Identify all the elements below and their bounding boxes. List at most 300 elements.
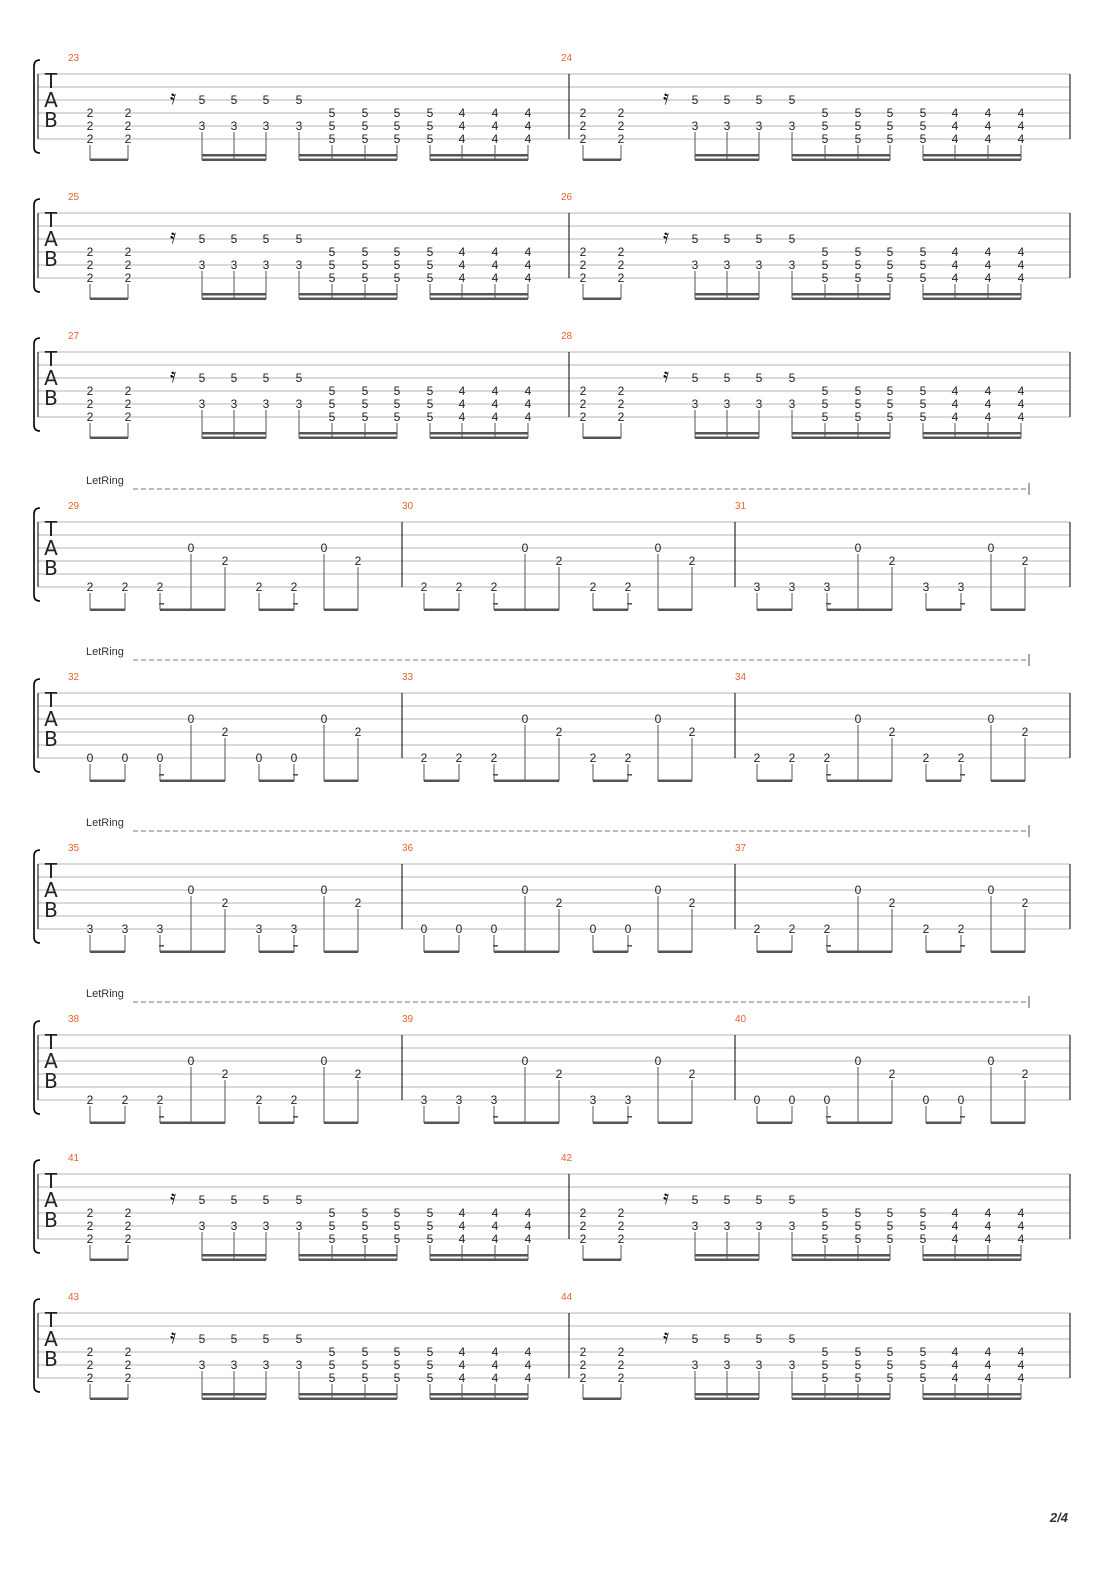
fret-number: 4 <box>984 132 992 146</box>
beam <box>991 609 1025 612</box>
fret-number: 5 <box>919 271 927 285</box>
fret-number: 3 <box>295 258 303 272</box>
fret-number: 5 <box>328 258 336 272</box>
tab-clef-letter: B <box>44 556 58 580</box>
dot-flag <box>293 1116 298 1118</box>
beam <box>202 159 266 162</box>
fret-number: 5 <box>198 93 206 107</box>
fret-number: 2 <box>124 119 132 133</box>
tab-clef-letter: T <box>44 688 58 712</box>
fret-number: 4 <box>491 245 499 259</box>
beam <box>299 1254 397 1257</box>
fret-number: 2 <box>86 397 94 411</box>
fret-number: 5 <box>821 132 829 146</box>
fret-number: 4 <box>951 1232 959 1246</box>
fret-number: 2 <box>86 580 94 594</box>
fret-number: 5 <box>919 1345 927 1359</box>
tab-clef-letter: A <box>44 878 58 902</box>
measure-number: 39 <box>402 1014 414 1025</box>
fret-number: 5 <box>919 397 927 411</box>
fret-number: 5 <box>426 1206 434 1220</box>
fret-number: 5 <box>393 245 401 259</box>
fret-number: 0 <box>187 1054 195 1068</box>
beam <box>695 159 759 162</box>
dot-flag <box>159 774 164 776</box>
fret-number: 4 <box>458 1358 466 1372</box>
fret-number: 5 <box>755 371 763 385</box>
fret-number: 5 <box>854 397 862 411</box>
fret-number: 5 <box>755 1193 763 1207</box>
fret-number: 2 <box>888 725 896 739</box>
fret-number: 5 <box>886 132 894 146</box>
let-ring-label: LetRing <box>86 646 124 658</box>
fret-number: 4 <box>951 132 959 146</box>
fret-number: 5 <box>328 410 336 424</box>
fret-number: 5 <box>854 132 862 146</box>
fret-number: 3 <box>723 1219 731 1233</box>
dot-flag <box>493 945 498 947</box>
beam <box>695 293 759 296</box>
fret-number: 5 <box>361 106 369 120</box>
measure-number: 40 <box>735 1014 747 1025</box>
beam <box>299 437 397 440</box>
fret-number: 2 <box>124 410 132 424</box>
dot-flag <box>159 1116 164 1118</box>
fret-number: 3 <box>262 397 270 411</box>
fret-number: 2 <box>589 580 597 594</box>
beam <box>926 951 961 954</box>
beam <box>90 1398 128 1401</box>
fret-number: 5 <box>755 1332 763 1346</box>
fret-number: 5 <box>393 1345 401 1359</box>
tab-clef-letter: T <box>44 347 58 371</box>
fret-number: 3 <box>262 258 270 272</box>
fret-number: 5 <box>788 1332 796 1346</box>
fret-number: 5 <box>821 1232 829 1246</box>
fret-number: 3 <box>295 397 303 411</box>
beam <box>324 780 358 783</box>
fret-number: 0 <box>957 1093 965 1107</box>
beam <box>430 437 528 440</box>
beam <box>299 293 397 296</box>
tab-clef-letter: A <box>44 88 58 112</box>
beam <box>923 432 1021 435</box>
fret-number: 5 <box>854 384 862 398</box>
fret-number: 5 <box>361 1358 369 1372</box>
beam <box>160 780 225 783</box>
beam <box>494 951 559 954</box>
beam <box>299 154 397 157</box>
fret-number: 2 <box>124 132 132 146</box>
fret-number: 2 <box>579 410 587 424</box>
fret-number: 2 <box>221 896 229 910</box>
beam <box>299 1259 397 1262</box>
beam <box>695 298 759 301</box>
fret-number: 0 <box>320 1054 328 1068</box>
fret-number: 2 <box>555 896 563 910</box>
fret-number: 5 <box>886 1371 894 1385</box>
fret-number: 4 <box>1017 1345 1025 1359</box>
fret-number: 4 <box>951 384 959 398</box>
fret-number: 2 <box>86 410 94 424</box>
fret-number: 5 <box>262 1193 270 1207</box>
fret-number: 5 <box>919 384 927 398</box>
measure-number: 26 <box>561 192 573 203</box>
dot-flag <box>960 945 965 947</box>
fret-number: 4 <box>524 384 532 398</box>
fret-number: 2 <box>255 1093 263 1107</box>
fret-number: 2 <box>888 896 896 910</box>
beam <box>792 293 890 296</box>
fret-number: 4 <box>458 384 466 398</box>
beam <box>494 780 559 783</box>
beam <box>424 780 459 783</box>
fret-number: 0 <box>654 883 662 897</box>
dot-flag <box>826 774 831 776</box>
fret-number: 5 <box>788 371 796 385</box>
fret-number: 2 <box>579 132 587 146</box>
fret-number: 4 <box>458 132 466 146</box>
fret-number: 2 <box>86 106 94 120</box>
fret-number: 4 <box>524 119 532 133</box>
fret-number: 0 <box>922 1093 930 1107</box>
fret-number: 3 <box>420 1093 428 1107</box>
dot-flag <box>493 603 498 605</box>
fret-number: 3 <box>86 922 94 936</box>
fret-number: 3 <box>753 580 761 594</box>
fret-number: 5 <box>393 1358 401 1372</box>
fret-number: 2 <box>86 245 94 259</box>
beam <box>90 437 128 440</box>
fret-number: 2 <box>490 580 498 594</box>
fret-number: 0 <box>521 883 529 897</box>
beam <box>695 154 759 157</box>
fret-number: 2 <box>255 580 263 594</box>
fret-number: 2 <box>888 1067 896 1081</box>
fret-number: 5 <box>426 119 434 133</box>
fret-number: 5 <box>295 1332 303 1346</box>
tab-clef-letter: A <box>44 1188 58 1212</box>
beam <box>583 1259 621 1262</box>
fret-number: 4 <box>1017 106 1025 120</box>
beam <box>430 1398 528 1401</box>
fret-number: 2 <box>86 119 94 133</box>
fret-number: 0 <box>854 712 862 726</box>
dot-flag <box>159 603 164 605</box>
fret-number: 5 <box>328 1206 336 1220</box>
fret-number: 5 <box>919 1206 927 1220</box>
fret-number: 2 <box>124 271 132 285</box>
fret-number: 3 <box>691 119 699 133</box>
measure-number: 43 <box>68 1292 80 1303</box>
fret-number: 4 <box>458 1219 466 1233</box>
beam <box>90 1259 128 1262</box>
fret-number: 5 <box>886 106 894 120</box>
fret-number: 4 <box>458 1206 466 1220</box>
fret-number: 4 <box>984 1232 992 1246</box>
tab-clef-letter: B <box>44 1347 58 1371</box>
tab-clef-letter: B <box>44 247 58 271</box>
measure-number: 38 <box>68 1014 80 1025</box>
fret-number: 4 <box>984 258 992 272</box>
fret-number: 5 <box>426 1371 434 1385</box>
fret-number: 4 <box>524 1232 532 1246</box>
beam <box>792 1259 890 1262</box>
fret-number: 4 <box>458 1371 466 1385</box>
fret-number: 2 <box>617 1371 625 1385</box>
let-ring-label: LetRing <box>86 475 124 487</box>
beam <box>923 1254 1021 1257</box>
fret-number: 4 <box>524 258 532 272</box>
fret-number: 3 <box>455 1093 463 1107</box>
fret-number: 3 <box>589 1093 597 1107</box>
sixteenth-rest: 𝄿 <box>170 224 177 248</box>
fret-number: 5 <box>821 106 829 120</box>
fret-number: 2 <box>121 580 129 594</box>
fret-number: 5 <box>328 1232 336 1246</box>
fret-number: 4 <box>984 1219 992 1233</box>
beam <box>299 1393 397 1396</box>
beam <box>695 1254 759 1257</box>
beam <box>430 159 528 162</box>
fret-number: 4 <box>458 410 466 424</box>
fret-number: 4 <box>951 245 959 259</box>
fret-number: 0 <box>187 883 195 897</box>
fret-number: 2 <box>617 1358 625 1372</box>
fret-number: 5 <box>262 232 270 246</box>
fret-number: 4 <box>491 106 499 120</box>
fret-number: 4 <box>1017 271 1025 285</box>
beam <box>299 432 397 435</box>
fret-number: 5 <box>295 232 303 246</box>
fret-number: 5 <box>919 1358 927 1372</box>
fret-number: 2 <box>455 580 463 594</box>
fret-number: 5 <box>393 271 401 285</box>
fret-number: 0 <box>654 541 662 555</box>
fret-number: 0 <box>823 1093 831 1107</box>
fret-number: 5 <box>426 1358 434 1372</box>
sixteenth-rest: 𝄿 <box>170 1185 177 1209</box>
fret-number: 5 <box>788 232 796 246</box>
fret-number: 3 <box>755 119 763 133</box>
beam <box>90 159 128 162</box>
beam <box>90 780 125 783</box>
beam <box>695 437 759 440</box>
measure-number: 37 <box>735 843 747 854</box>
beam <box>90 1122 125 1125</box>
beam <box>792 1398 890 1401</box>
fret-number: 4 <box>951 119 959 133</box>
fret-number: 4 <box>491 410 499 424</box>
fret-number: 0 <box>187 541 195 555</box>
fret-number: 5 <box>426 132 434 146</box>
sixteenth-rest: 𝄿 <box>170 85 177 109</box>
fret-number: 0 <box>589 922 597 936</box>
fret-number: 5 <box>821 410 829 424</box>
fret-number: 2 <box>221 725 229 739</box>
tab-clef-letter: T <box>44 208 58 232</box>
fret-number: 2 <box>86 258 94 272</box>
fret-number: 5 <box>230 232 238 246</box>
beam <box>695 1259 759 1262</box>
dot-flag <box>627 603 632 605</box>
fret-number: 2 <box>1021 554 1029 568</box>
fret-number: 2 <box>124 1358 132 1372</box>
fret-number: 3 <box>230 119 238 133</box>
fret-number: 4 <box>984 119 992 133</box>
beam <box>757 780 792 783</box>
fret-number: 0 <box>987 883 995 897</box>
tab-clef-letter: B <box>44 727 58 751</box>
fret-number: 2 <box>124 106 132 120</box>
fret-number: 0 <box>854 1054 862 1068</box>
fret-number: 4 <box>491 397 499 411</box>
tab-clef-letter: B <box>44 1208 58 1232</box>
fret-number: 2 <box>957 922 965 936</box>
fret-number: 4 <box>951 106 959 120</box>
beam <box>593 1122 628 1125</box>
fret-number: 5 <box>919 1371 927 1385</box>
sixteenth-rest: 𝄿 <box>663 363 670 387</box>
beam <box>259 1122 294 1125</box>
tab-clef-letter: T <box>44 517 58 541</box>
beam <box>827 780 892 783</box>
fret-number: 5 <box>328 1345 336 1359</box>
beam <box>695 1393 759 1396</box>
measure-number: 30 <box>402 501 414 512</box>
measure-number: 23 <box>68 53 80 64</box>
beam <box>324 1122 358 1125</box>
fret-number: 4 <box>951 1345 959 1359</box>
fret-number: 4 <box>524 106 532 120</box>
fret-number: 5 <box>361 258 369 272</box>
fret-number: 0 <box>187 712 195 726</box>
fret-number: 5 <box>393 119 401 133</box>
beam <box>202 1393 266 1396</box>
tab-clef-letter: A <box>44 1327 58 1351</box>
beam <box>259 780 294 783</box>
fret-number: 2 <box>617 119 625 133</box>
fret-number: 2 <box>617 397 625 411</box>
fret-number: 5 <box>886 1206 894 1220</box>
fret-number: 2 <box>86 1206 94 1220</box>
beam <box>923 437 1021 440</box>
measure-number: 42 <box>561 1153 573 1164</box>
fret-number: 2 <box>688 896 696 910</box>
beam <box>90 609 125 612</box>
fret-number: 2 <box>86 1345 94 1359</box>
fret-number: 5 <box>393 258 401 272</box>
fret-number: 5 <box>230 1193 238 1207</box>
fret-number: 5 <box>426 384 434 398</box>
beam <box>991 1122 1025 1125</box>
fret-number: 3 <box>788 1219 796 1233</box>
fret-number: 5 <box>393 1206 401 1220</box>
fret-number: 5 <box>854 271 862 285</box>
fret-number: 2 <box>124 397 132 411</box>
fret-number: 4 <box>458 106 466 120</box>
beam <box>430 1259 528 1262</box>
fret-number: 3 <box>723 397 731 411</box>
fret-number: 2 <box>579 119 587 133</box>
fret-number: 4 <box>491 1358 499 1372</box>
fret-number: 2 <box>354 554 362 568</box>
fret-number: 2 <box>788 922 796 936</box>
fret-number: 4 <box>1017 258 1025 272</box>
beam <box>202 1254 266 1257</box>
fret-number: 2 <box>617 271 625 285</box>
fret-number: 4 <box>1017 1358 1025 1372</box>
fret-number: 3 <box>788 119 796 133</box>
fret-number: 2 <box>579 384 587 398</box>
fret-number: 3 <box>691 258 699 272</box>
fret-number: 2 <box>579 397 587 411</box>
fret-number: 5 <box>723 371 731 385</box>
fret-number: 4 <box>524 1206 532 1220</box>
fret-number: 3 <box>691 1358 699 1372</box>
tab-clef-letter: T <box>44 1169 58 1193</box>
fret-number: 3 <box>295 119 303 133</box>
fret-number: 3 <box>198 397 206 411</box>
fret-number: 5 <box>262 371 270 385</box>
fret-number: 0 <box>420 922 428 936</box>
measure-number: 25 <box>68 192 80 203</box>
fret-number: 5 <box>361 132 369 146</box>
beam <box>430 298 528 301</box>
fret-number: 3 <box>755 1219 763 1233</box>
fret-number: 3 <box>788 1358 796 1372</box>
fret-number: 4 <box>1017 1206 1025 1220</box>
beam <box>324 951 358 954</box>
fret-number: 4 <box>951 410 959 424</box>
fret-number: 0 <box>788 1093 796 1107</box>
beam <box>792 1254 890 1257</box>
fret-number: 4 <box>951 1219 959 1233</box>
beam <box>658 780 692 783</box>
fret-number: 5 <box>691 1193 699 1207</box>
tab-clef-letter: T <box>44 1030 58 1054</box>
fret-number: 2 <box>290 1093 298 1107</box>
fret-number: 4 <box>951 1206 959 1220</box>
fret-number: 2 <box>579 106 587 120</box>
sixteenth-rest: 𝄿 <box>170 363 177 387</box>
fret-number: 5 <box>328 1358 336 1372</box>
fret-number: 5 <box>262 1332 270 1346</box>
fret-number: 4 <box>524 397 532 411</box>
beam <box>658 609 692 612</box>
fret-number: 2 <box>354 896 362 910</box>
tab-clef-letter: A <box>44 536 58 560</box>
let-ring-label: LetRing <box>86 817 124 829</box>
beam <box>324 609 358 612</box>
fret-number: 3 <box>198 1219 206 1233</box>
fret-number: 5 <box>821 1206 829 1220</box>
sixteenth-rest: 𝄿 <box>170 1324 177 1348</box>
fret-number: 2 <box>124 1345 132 1359</box>
fret-number: 4 <box>524 132 532 146</box>
measure-number: 41 <box>68 1153 80 1164</box>
fret-number: 2 <box>124 1206 132 1220</box>
dot-flag <box>627 945 632 947</box>
fret-number: 3 <box>262 1219 270 1233</box>
fret-number: 5 <box>723 1193 731 1207</box>
measure-number: 35 <box>68 843 80 854</box>
fret-number: 5 <box>393 132 401 146</box>
beam <box>926 1122 961 1125</box>
fret-number: 5 <box>328 1371 336 1385</box>
fret-number: 2 <box>922 751 930 765</box>
fret-number: 2 <box>957 751 965 765</box>
